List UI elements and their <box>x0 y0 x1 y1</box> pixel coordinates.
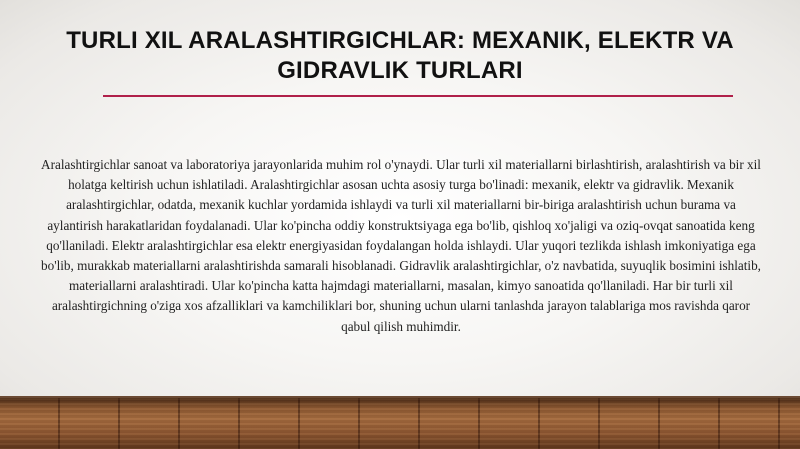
slide-title: TURLI XIL ARALASHTIRGICHLAR: MEXANIK, ELEKTR VA GIDRAVLIK TURLARI <box>66 27 734 84</box>
title-divider <box>103 95 733 97</box>
floor-grain <box>0 398 800 449</box>
slide-body-text: Aralashtirgichlar sanoat va laboratoriya jarayonlarida muhim rol o'ynaydi. Ular turli xil materiallarni birlashtirish, aralashtirish va bir xil holatga keltirish uchun ishlatiladi. Aralashtirgichlar asosan uchta asosiy turga bo'linadi: mexanik, elektr va gidravlik. Mexanik aralashtirgichlar, odatda, mexanik kuchlar yordamida ishlaydi va turli xil materiallarni bir-biriga aralashtirish uchun burama va aylantirish harakatlaridan foydalanadi. Ular ko'pincha oddiy konstruktsiyaga ega bo'lib, qishloq xo'jaligi va oziq-ovqat sanoatida keng qo'llaniladi. Elektr aralashtirgichlar esa elektr energiyasidan foydalangan holda ishlaydi. Ular yuqori tezlikda ishlash imkoniyatiga ega bo'lib, murakkab materiallarni aralashtirishda samarali hisoblanadi. Gidravlik aralashtirgichlar, o'z navbatida, suyuqlik bosimini ishlatib, materiallarni aralashtiradi. Ular ko'pincha katta hajmdagi materiallarni, masalan, kimyo sanoatida qo'llaniladi. Har bir turli xil aralashtirgichning o'ziga xos afzalliklari va kamchiliklari bor, shuning uchun ularni tanlashda jarayon talablariga mos ravishda qaror qabul qilish muhimdir. <box>41 157 761 334</box>
